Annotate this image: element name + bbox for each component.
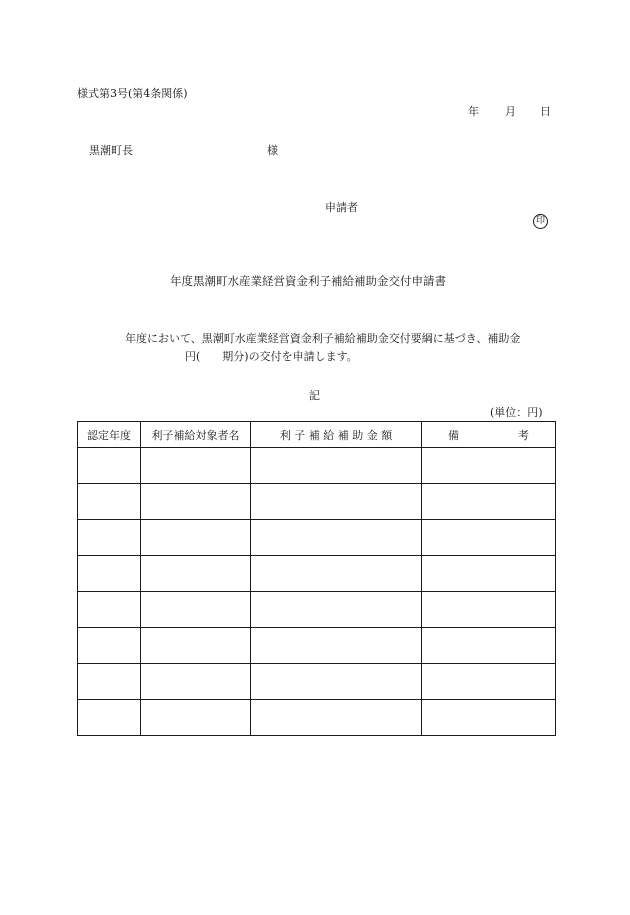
table-cell[interactable]: [141, 664, 251, 700]
table-cell[interactable]: [251, 700, 422, 736]
table-row: [78, 556, 556, 592]
header-subsidy-amount: 利 子 補 給 補 助 金 額: [251, 422, 422, 448]
table-cell[interactable]: [422, 484, 556, 520]
subsidy-table: [77, 421, 556, 736]
table-cell[interactable]: [251, 484, 422, 520]
table-row: [78, 448, 556, 484]
table-row: [78, 484, 556, 520]
table-cell[interactable]: [422, 592, 556, 628]
table-cell[interactable]: [251, 556, 422, 592]
header-remarks: [422, 422, 556, 448]
table-cell[interactable]: [78, 520, 141, 556]
table-cell[interactable]: [422, 520, 556, 556]
form-number: 様式第3号(第4条関係): [77, 87, 188, 100]
header-remarks-right: 考: [518, 428, 529, 442]
header-remarks-left: 備: [448, 428, 459, 442]
table-cell[interactable]: [251, 664, 422, 700]
table-cell[interactable]: [251, 592, 422, 628]
table-cell[interactable]: [141, 448, 251, 484]
table-cell[interactable]: [78, 556, 141, 592]
table-row: [78, 700, 556, 736]
table-cell[interactable]: [422, 448, 556, 484]
unit-note: (単位：円): [490, 406, 543, 419]
header-recipient-name: 利子補給対象者名: [141, 422, 251, 448]
table-cell[interactable]: [251, 628, 422, 664]
table-cell[interactable]: [141, 700, 251, 736]
date-month-label: 月: [505, 105, 516, 118]
document-title: 年度黒潮町水産業経営資金利子補給補助金交付申請書: [170, 274, 446, 288]
header-certification-year: 認定年度: [78, 422, 141, 448]
table-row: [78, 592, 556, 628]
table-cell[interactable]: [141, 556, 251, 592]
table-row: [78, 520, 556, 556]
table-cell[interactable]: [422, 700, 556, 736]
table-cell[interactable]: [78, 592, 141, 628]
table-cell[interactable]: [78, 664, 141, 700]
table-row: [78, 628, 556, 664]
body-text-line-2: 円( 期分)の交付を申請します。: [185, 350, 358, 363]
table-cell[interactable]: [141, 628, 251, 664]
table-cell[interactable]: [422, 556, 556, 592]
body-text-line-1: 年度において、黒潮町水産業経営資金利子補給補助金交付要綱に基づき、補助金: [125, 332, 521, 345]
table-cell[interactable]: [251, 448, 422, 484]
table-cell[interactable]: [141, 484, 251, 520]
recipient-name: 黒潮町長: [89, 144, 133, 157]
table-cell[interactable]: [422, 664, 556, 700]
table-cell[interactable]: [141, 520, 251, 556]
date-year-label: 年: [468, 105, 479, 118]
table-cell[interactable]: [78, 448, 141, 484]
table-cell[interactable]: [251, 520, 422, 556]
table-header-row: [78, 422, 556, 448]
applicant-label: 申請者: [325, 201, 358, 214]
date-day-label: 日: [540, 105, 551, 118]
ki-heading: 記: [309, 389, 320, 402]
table-cell[interactable]: [78, 700, 141, 736]
table-row: [78, 664, 556, 700]
table-cell[interactable]: [78, 628, 141, 664]
table-cell[interactable]: [422, 628, 556, 664]
seal-stamp-mark: 印: [533, 214, 548, 229]
table-cell[interactable]: [141, 592, 251, 628]
recipient-honorific: 様: [267, 144, 278, 157]
table-cell[interactable]: [78, 484, 141, 520]
